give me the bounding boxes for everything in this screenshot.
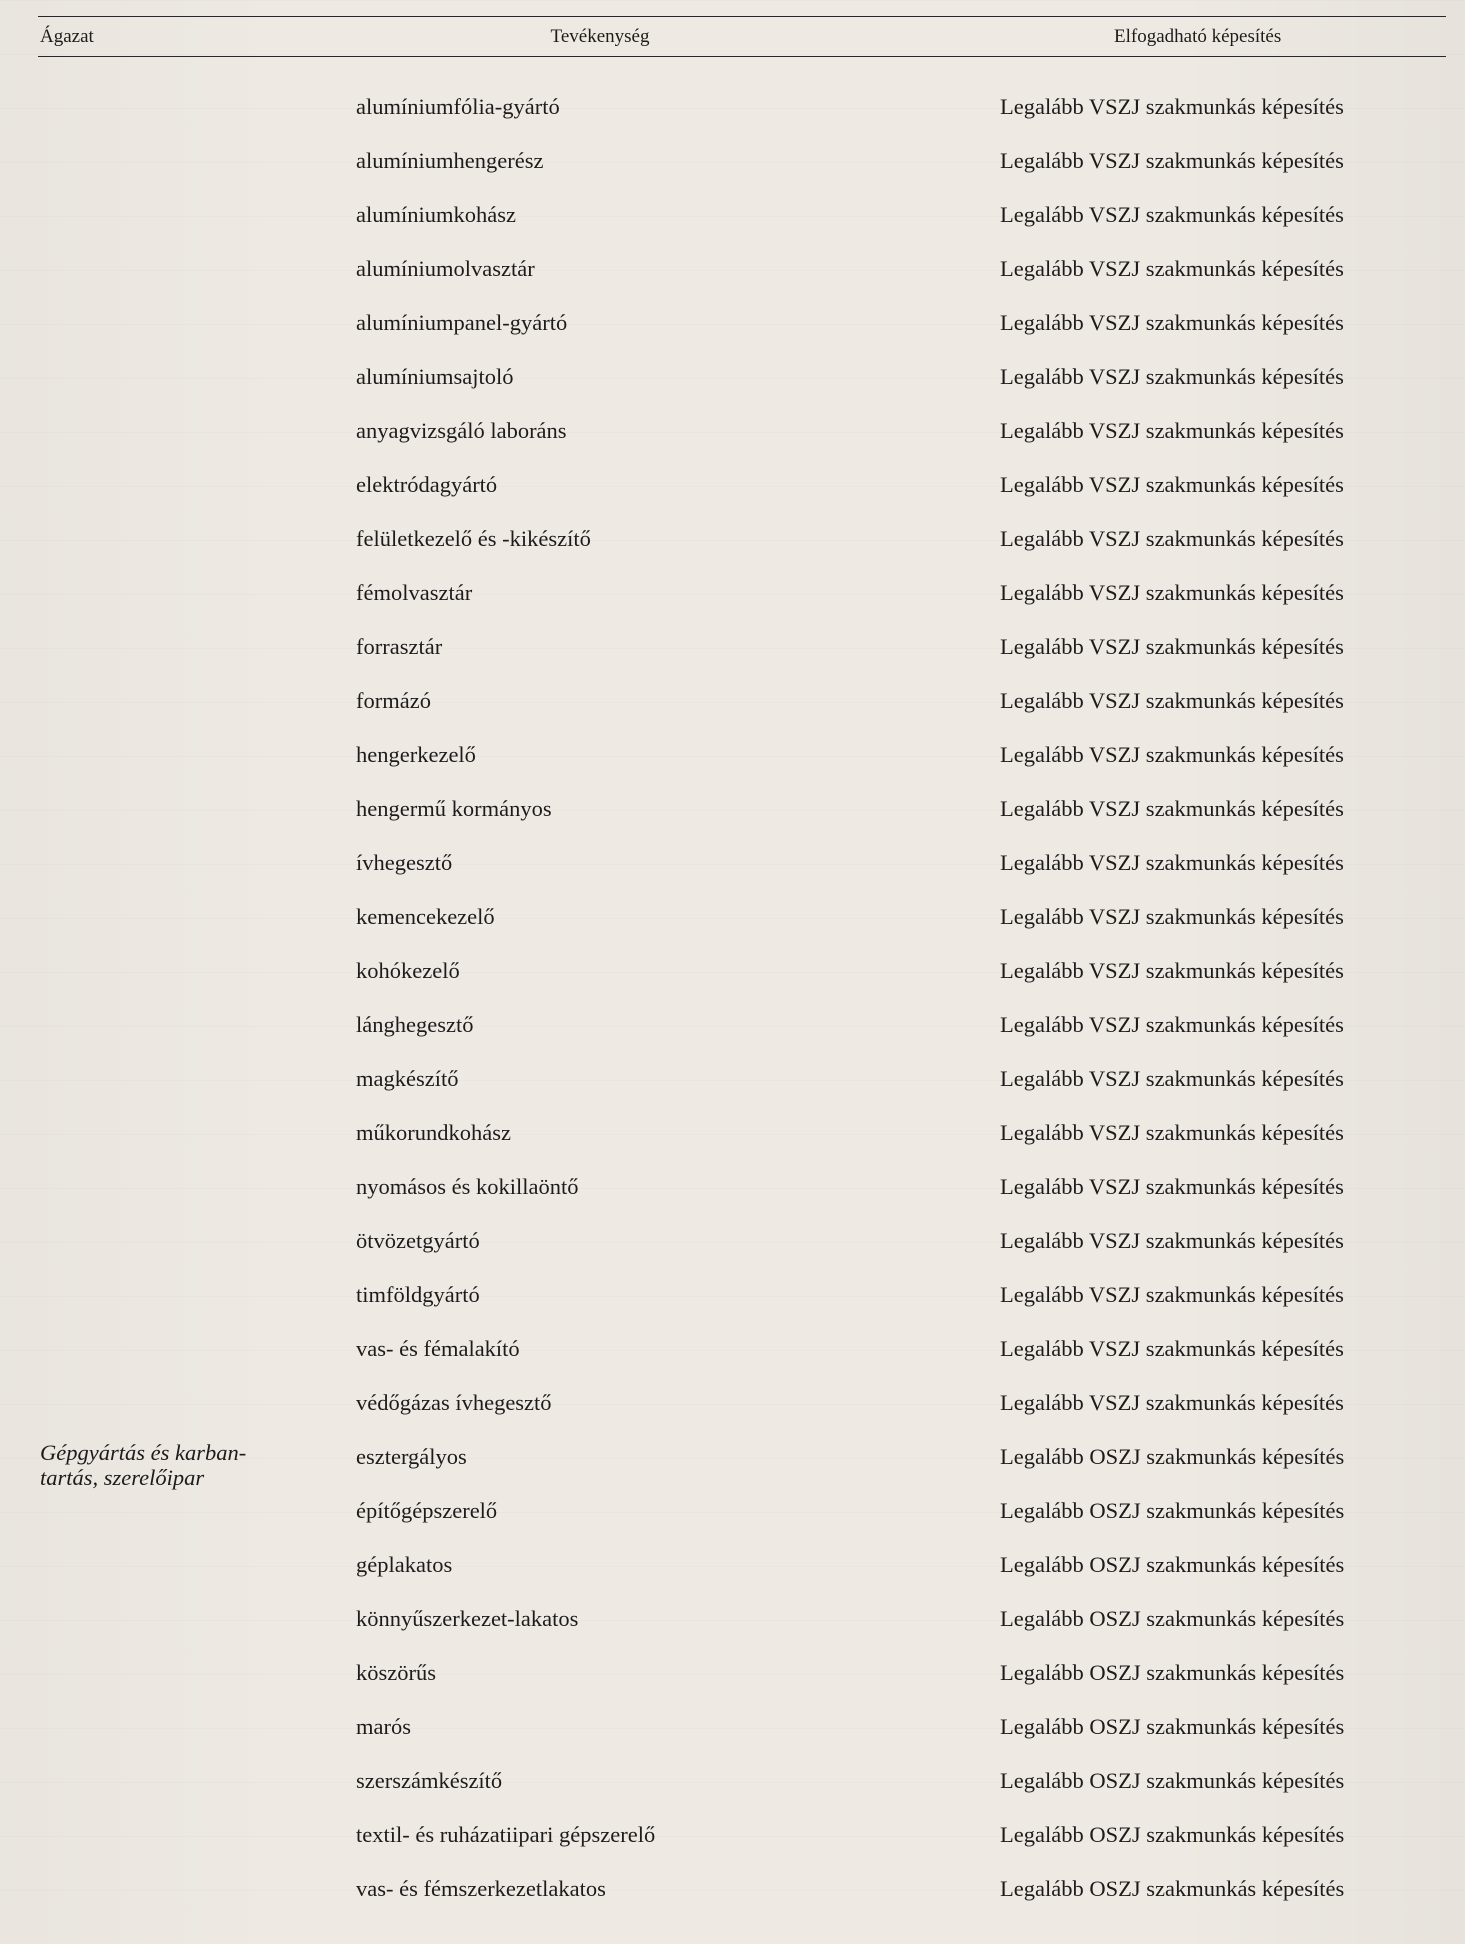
row-qualification: Legalább VSZJ szakmunkás képesítés: [1000, 958, 1344, 983]
table-row: [0, 188, 1465, 242]
table-row: [0, 998, 1465, 1052]
row-activity: nyomásos és kokillaöntő: [356, 1174, 579, 1199]
row-activity: alumíniumhengerész: [356, 148, 544, 173]
row-qualification: Legalább VSZJ szakmunkás képesítés: [1000, 94, 1344, 119]
row-qualification: Legalább OSZJ szakmunkás képesítés: [1000, 1660, 1345, 1685]
table-row: [0, 1862, 1465, 1916]
row-activity: lánghegesztő: [356, 1012, 474, 1037]
row-qualification: Legalább VSZJ szakmunkás képesítés: [1000, 1228, 1344, 1253]
row-activity: magkészítő: [356, 1066, 459, 1091]
row-activity: alumíniumkohász: [356, 202, 516, 227]
row-qualification: Legalább VSZJ szakmunkás képesítés: [1000, 202, 1344, 227]
table-row: [0, 242, 1465, 296]
row-activity: hengermű kormányos: [356, 796, 552, 821]
row-activity: géplakatos: [356, 1552, 453, 1577]
row-activity: hengerkezelő: [356, 742, 476, 767]
table-row: [0, 1106, 1465, 1160]
row-qualification: Legalább OSZJ szakmunkás képesítés: [1000, 1552, 1345, 1577]
row-sector: Gépgyártás és karban- tartás, szerelőipar: [40, 1440, 247, 1490]
row-qualification: Legalább VSZJ szakmunkás képesítés: [1000, 742, 1344, 767]
table-row: [0, 1160, 1465, 1214]
row-qualification: Legalább VSZJ szakmunkás képesítés: [1000, 418, 1344, 443]
row-qualification: Legalább VSZJ szakmunkás képesítés: [1000, 1174, 1344, 1199]
row-qualification: Legalább VSZJ szakmunkás képesítés: [1000, 688, 1344, 713]
row-qualification: Legalább VSZJ szakmunkás képesítés: [1000, 364, 1344, 389]
table-row: [0, 1808, 1465, 1862]
row-activity: anyagvizsgáló laboráns: [356, 418, 567, 443]
row-qualification: Legalább VSZJ szakmunkás képesítés: [1000, 1282, 1344, 1307]
row-activity: felületkezelő és -kikészítő: [356, 526, 591, 551]
row-qualification: Legalább OSZJ szakmunkás képesítés: [1000, 1768, 1345, 1793]
table-row: [0, 1592, 1465, 1646]
row-activity: alumíniumolvasztár: [356, 256, 535, 281]
table-body: [0, 80, 1465, 1916]
row-activity: kemencekezelő: [356, 904, 495, 929]
row-qualification: Legalább VSZJ szakmunkás képesítés: [1000, 1390, 1344, 1415]
header-rule: [38, 56, 1446, 57]
top-rule: [38, 16, 1446, 17]
table-row: [0, 404, 1465, 458]
table-row: [0, 296, 1465, 350]
row-qualification: Legalább OSZJ szakmunkás képesítés: [1000, 1606, 1345, 1631]
table-row: [0, 782, 1465, 836]
row-qualification: Legalább VSZJ szakmunkás képesítés: [1000, 1066, 1344, 1091]
row-activity: timföldgyártó: [356, 1282, 480, 1307]
row-qualification: Legalább VSZJ szakmunkás képesítés: [1000, 1012, 1344, 1037]
row-activity: fémolvasztár: [356, 580, 473, 605]
table-row: [0, 674, 1465, 728]
table-row: [0, 944, 1465, 998]
row-qualification: Legalább VSZJ szakmunkás képesítés: [1000, 472, 1344, 497]
row-activity: formázó: [356, 688, 431, 713]
table-row: [0, 890, 1465, 944]
header-qualification: Elfogadható képesítés: [1114, 26, 1282, 47]
table-header: [0, 22, 1465, 52]
table-row: [0, 566, 1465, 620]
row-activity: szerszámkészítő: [356, 1768, 503, 1793]
row-qualification: Legalább VSZJ szakmunkás képesítés: [1000, 1120, 1344, 1145]
row-activity: alumíniumfólia-gyártó: [356, 94, 560, 119]
table-row: [0, 1052, 1465, 1106]
row-qualification: Legalább OSZJ szakmunkás képesítés: [1000, 1714, 1345, 1739]
row-qualification: Legalább VSZJ szakmunkás képesítés: [1000, 580, 1344, 605]
table-row: [0, 512, 1465, 566]
row-activity: köszörűs: [356, 1660, 436, 1685]
table-row: [0, 1214, 1465, 1268]
row-qualification: Legalább OSZJ szakmunkás képesítés: [1000, 1498, 1345, 1523]
row-qualification: Legalább VSZJ szakmunkás képesítés: [1000, 256, 1344, 281]
row-activity: építőgépszerelő: [356, 1498, 498, 1523]
row-qualification: Legalább VSZJ szakmunkás képesítés: [1000, 904, 1344, 929]
table-row: [0, 134, 1465, 188]
row-activity: alumíniumpanel-gyártó: [356, 310, 568, 335]
table-row: [0, 1376, 1465, 1430]
table-row: [0, 350, 1465, 404]
table-row: [0, 1754, 1465, 1808]
row-qualification: Legalább OSZJ szakmunkás képesítés: [1000, 1876, 1345, 1901]
header-sector: Ágazat: [40, 26, 94, 47]
row-activity: forrasztár: [356, 634, 443, 659]
table-row: [0, 728, 1465, 782]
header-activity: Tevékenység: [550, 26, 650, 47]
row-qualification: Legalább OSZJ szakmunkás képesítés: [1000, 1444, 1345, 1469]
table-row: [0, 1430, 1465, 1490]
row-activity: kohókezelő: [356, 958, 460, 983]
row-activity: védőgázas ívhegesztő: [356, 1390, 552, 1415]
table-row: [0, 80, 1465, 134]
row-activity: marós: [356, 1714, 411, 1739]
table-row: [0, 458, 1465, 512]
row-qualification: Legalább VSZJ szakmunkás képesítés: [1000, 796, 1344, 821]
table-row: [0, 836, 1465, 890]
table-row: [0, 1322, 1465, 1376]
row-qualification: Legalább VSZJ szakmunkás képesítés: [1000, 148, 1344, 173]
row-qualification: Legalább OSZJ szakmunkás képesítés: [1000, 1822, 1345, 1847]
row-activity: textil- és ruházatiipari gépszerelő: [356, 1822, 656, 1847]
row-activity: könnyűszerkezet-lakatos: [356, 1606, 579, 1631]
row-activity: műkorundkohász: [356, 1120, 511, 1145]
row-activity: esztergályos: [356, 1444, 467, 1469]
row-qualification: Legalább VSZJ szakmunkás képesítés: [1000, 310, 1344, 335]
table-row: [0, 1538, 1465, 1592]
row-activity: elektródagyártó: [356, 472, 498, 497]
row-qualification: Legalább VSZJ szakmunkás képesítés: [1000, 526, 1344, 551]
table-row: [0, 1700, 1465, 1754]
row-qualification: Legalább VSZJ szakmunkás képesítés: [1000, 850, 1344, 875]
row-activity: alumíniumsajtoló: [356, 364, 514, 389]
row-qualification: Legalább VSZJ szakmunkás képesítés: [1000, 1336, 1344, 1361]
row-activity: ívhegesztő: [356, 850, 453, 875]
table-row: [0, 1646, 1465, 1700]
table-row: [0, 620, 1465, 674]
row-activity: vas- és fémszerkezetlakatos: [356, 1876, 606, 1901]
row-qualification: Legalább VSZJ szakmunkás képesítés: [1000, 634, 1344, 659]
row-activity: vas- és fémalakító: [356, 1336, 520, 1361]
table-row: [0, 1484, 1465, 1538]
row-activity: ötvözetgyártó: [356, 1228, 480, 1253]
table-row: [0, 1268, 1465, 1322]
